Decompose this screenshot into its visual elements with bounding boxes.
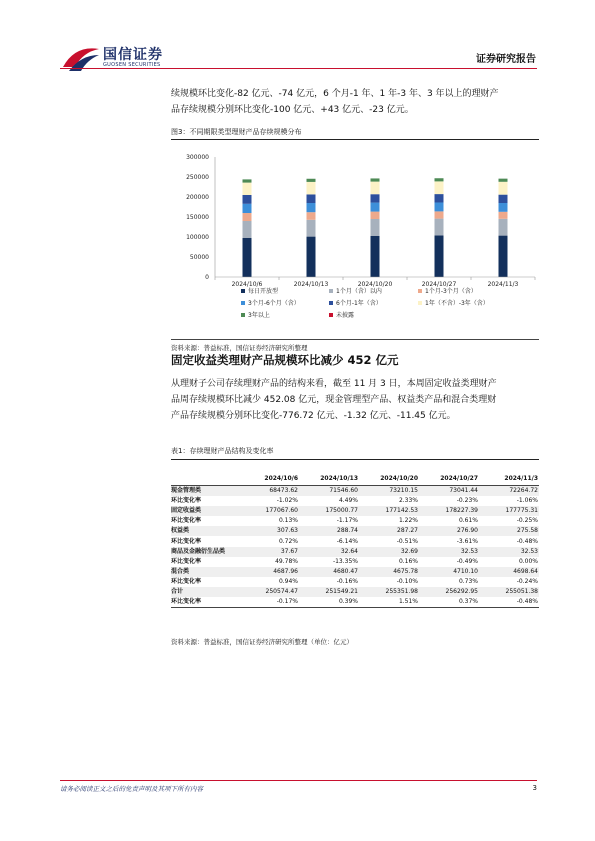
legend-label: 6个月-1年（含） (336, 300, 382, 307)
table-cell: -0.10% (396, 577, 418, 585)
table-cell: 288.74 (299, 526, 359, 536)
bar-segment (435, 181, 444, 194)
bar-segment (307, 212, 316, 220)
table-cell: 71546.60 (299, 486, 359, 497)
table-row (171, 526, 539, 536)
bar-segment (371, 219, 380, 236)
bar-segment (435, 235, 444, 277)
bar-segment (435, 211, 444, 218)
structure-table (171, 472, 539, 608)
y-tick-label: 0 (205, 274, 209, 281)
bar-segment (499, 182, 508, 195)
y-tick-label: 200000 (186, 194, 209, 201)
table-cell: 4680.47 (299, 567, 359, 577)
legend-label: 1个月-3个月（含） (425, 288, 477, 295)
row-label: 现金管理类 (171, 486, 239, 497)
legend-label: 1个月（含）以内 (336, 288, 382, 295)
row-label: 商品及金融衍生品类 (171, 547, 239, 557)
table-cell: 177067.60 (239, 506, 299, 516)
table-cell: 250574.47 (239, 587, 299, 597)
y-tick-label: 50000 (189, 254, 209, 261)
legend-swatch (329, 313, 333, 317)
table-cell: -13.35% (332, 557, 358, 565)
table-cell: 0.72% (278, 537, 298, 545)
bar-segment (435, 219, 444, 236)
table-row (171, 496, 539, 506)
table-cell: 0.16% (398, 557, 418, 565)
figure3-bottom-rule (171, 339, 539, 340)
table-row (171, 587, 539, 597)
x-tick-label: 2024/10/13 (293, 281, 329, 288)
table-cell: 175000.77 (299, 506, 359, 516)
table1-top-rule (171, 459, 539, 460)
legend-swatch (418, 301, 422, 305)
bar-segment (307, 237, 316, 277)
table-cell: -3.61% (456, 537, 478, 545)
x-tick-label: 2024/10/27 (421, 281, 457, 288)
table1-caption: 表1：存续理财产品结构及变化率 (171, 447, 274, 455)
bar-segment (243, 204, 252, 213)
table-cell: 32.69 (359, 547, 419, 557)
bar-segment (243, 221, 252, 238)
y-tick-label: 250000 (186, 174, 209, 181)
bar-segment (243, 195, 252, 204)
bar-segment (371, 212, 380, 219)
table-cell: 0.37% (458, 598, 478, 606)
table-row (171, 516, 539, 526)
figure3-top-rule (171, 139, 539, 140)
table-cell: 4.49% (338, 497, 358, 505)
table-cell: 287.27 (359, 526, 419, 536)
table-cell: -0.49% (456, 557, 478, 565)
x-tick-label: 2024/11/3 (487, 281, 519, 288)
table-cell: 1.51% (398, 598, 418, 606)
table-cell: 4675.78 (359, 567, 419, 577)
bar-segment (243, 183, 252, 195)
bar-segment (307, 182, 316, 194)
bar-segment (371, 236, 380, 277)
table-row (171, 597, 539, 608)
table-cell: 178227.39 (419, 506, 479, 516)
table-cell: 256292.95 (419, 587, 479, 597)
x-tick-label: 2024/10/20 (357, 281, 393, 288)
table-cell: -1.06% (516, 497, 538, 505)
table-cell: -1.17% (336, 517, 358, 525)
table-cell: 32.53 (479, 547, 539, 557)
intro-line: 品存续规模分别环比变化-100 亿元、+43 亿元、-23 亿元。 (171, 105, 414, 115)
bar-segment (371, 178, 380, 181)
bar-segment (371, 194, 380, 202)
bar-segment (307, 220, 316, 237)
intro-line: 续规模环比变化-82 亿元、-74 亿元，6 个月-1 年、1 年-3 年、3 年以上的理财产 (171, 89, 499, 99)
logo-cn-text: 国信证券 (103, 47, 163, 63)
legend-label: 3年以上 (248, 312, 270, 319)
legend-label: 未披露 (336, 312, 355, 319)
table-cell: 255351.98 (359, 587, 419, 597)
legend-label: 1年（不含）-3年（含） (425, 300, 489, 307)
bar-segment (499, 195, 508, 203)
bar-segment (499, 219, 508, 236)
table-cell: 4710.10 (419, 567, 479, 577)
legend-swatch (329, 289, 333, 293)
legend-swatch (241, 313, 245, 317)
bar-segment (243, 213, 252, 221)
row-label: 环比变化率 (171, 557, 202, 565)
table-cell: -0.25% (516, 517, 538, 525)
header-divider (60, 68, 537, 69)
section-line: 产品存续规模分别环比变化-776.72 亿元、-1.32 亿元、-11.45 亿元。 (171, 411, 456, 421)
table-row (171, 536, 539, 546)
table-cell: 4687.96 (239, 567, 299, 577)
report-type-label: 证券研究报告 (476, 54, 536, 65)
bar-segment (243, 238, 252, 277)
bar-segment (371, 203, 380, 212)
figure3-caption: 图3：不同期限类型理财产品存续规模分布 (171, 128, 302, 136)
table-cell: 0.39% (338, 598, 358, 606)
table-row (171, 506, 539, 516)
table-cell: -0.17% (276, 598, 298, 606)
table-header-cell: 2024/10/6 (264, 475, 298, 482)
bar-segment (371, 182, 380, 195)
table-cell: 0.73% (458, 577, 478, 585)
table-cell: 4698.64 (479, 567, 539, 577)
table-cell: -0.24% (516, 577, 538, 585)
bar-segment (499, 179, 508, 182)
legend-swatch (241, 289, 245, 293)
table-cell: 68473.62 (239, 486, 299, 497)
table-cell: 0.00% (518, 557, 538, 565)
legend (241, 287, 489, 319)
table-cell: -0.16% (336, 577, 358, 585)
intro-paragraph (171, 86, 539, 118)
row-label: 环比变化率 (171, 517, 202, 525)
table-header-cell: 2024/11/3 (504, 475, 538, 482)
bars-group (243, 178, 508, 277)
table-cell: 0.61% (458, 517, 478, 525)
table-cell: 275.58 (479, 526, 539, 536)
table-cell: 72264.72 (479, 486, 539, 497)
row-label: 环比变化率 (171, 497, 202, 505)
y-tick-label: 100000 (186, 234, 209, 241)
bar-segment (243, 179, 252, 182)
row-label: 权益类 (171, 526, 239, 536)
table-cell: -6.14% (336, 537, 358, 545)
bar-segment (499, 203, 508, 212)
row-label: 环比变化率 (171, 577, 202, 585)
bar-segment (499, 212, 508, 219)
table-cell: -0.51% (396, 537, 418, 545)
x-tick-label: 2024/10/6 (231, 281, 263, 288)
bar-segment (307, 179, 316, 182)
y-tick-label: 150000 (186, 214, 209, 221)
bar-segment (499, 236, 508, 277)
figure3-source: 资料来源：普益标准，国信证券经济研究所整理 (171, 344, 308, 352)
table-row (171, 486, 539, 497)
table-cell: -0.48% (516, 598, 538, 606)
table-cell: 73210.15 (359, 486, 419, 497)
section-line: 从理财子公司存续理财产品的结构来看，截至 11 月 3 日，本周固定收益类理财产 (171, 379, 497, 389)
bar-segment (435, 178, 444, 181)
table-cell: -1.02% (276, 497, 298, 505)
table-cell: 37.67 (239, 547, 299, 557)
table-header-cell: 2024/10/27 (440, 475, 478, 482)
table-header-cell: 2024/10/20 (380, 475, 418, 482)
legend-swatch (418, 289, 422, 293)
stacked-bar-chart (171, 145, 539, 335)
disclaimer-note: 请务必阅读正文之后的免责声明及其项下所有内容 (60, 785, 203, 793)
row-label: 环比变化率 (171, 537, 202, 545)
table-row (171, 547, 539, 557)
table-cell: 0.94% (278, 577, 298, 585)
table-cell: 177775.31 (479, 506, 539, 516)
table-cell: -0.23% (456, 497, 478, 505)
y-tick-label: 300000 (186, 154, 209, 161)
row-label: 混合类 (171, 567, 239, 577)
y-axis (186, 154, 215, 281)
table-cell: 49.78% (275, 557, 298, 565)
table-header-cell: 2024/10/13 (320, 475, 358, 482)
table-cell: 276.90 (419, 526, 479, 536)
table-cell: 32.53 (419, 547, 479, 557)
table-cell: 73041.44 (419, 486, 479, 497)
footer-divider (60, 780, 537, 781)
bar-segment (307, 194, 316, 203)
logo-en-text: GUOSEN SECURITIES (103, 62, 161, 68)
table-row (171, 557, 539, 567)
page-number: 3 (532, 784, 537, 792)
legend-label: 3个月-6个月（含） (248, 300, 300, 307)
table-row (171, 577, 539, 587)
table-header-row (171, 472, 539, 486)
table-cell: 307.63 (239, 526, 299, 536)
legend-swatch (329, 301, 333, 305)
row-label: 环比变化率 (171, 598, 202, 606)
legend-label: 每日开放型 (248, 288, 279, 295)
row-label: 固定收益类 (171, 506, 239, 516)
table-header-cell (171, 472, 239, 486)
table-cell: 2.33% (398, 497, 418, 505)
table-cell: 255051.38 (479, 587, 539, 597)
legend-swatch (241, 301, 245, 305)
table-cell: 32.64 (299, 547, 359, 557)
table-cell: 251549.21 (299, 587, 359, 597)
x-axis (215, 277, 535, 288)
table-cell: 0.13% (278, 517, 298, 525)
table1-source: 资料来源：普益标准，国信证券经济研究所整理（单位：亿元） (171, 638, 353, 646)
section-paragraph (171, 376, 539, 424)
table-row (171, 567, 539, 577)
section-line: 品周存续规模环比减少 452.08 亿元，现金管理型产品、权益类产品和混合类理财 (171, 395, 497, 405)
table-cell: 177142.53 (359, 506, 419, 516)
row-label: 合计 (171, 587, 239, 597)
bar-segment (307, 203, 316, 212)
bar-segment (435, 202, 444, 211)
section-title: 固定收益类理财产品规模环比减少 452 亿元 (171, 353, 399, 367)
table-cell: -0.48% (516, 537, 538, 545)
table-cell: 1.22% (398, 517, 418, 525)
bar-segment (435, 194, 444, 202)
table-body (171, 486, 539, 608)
